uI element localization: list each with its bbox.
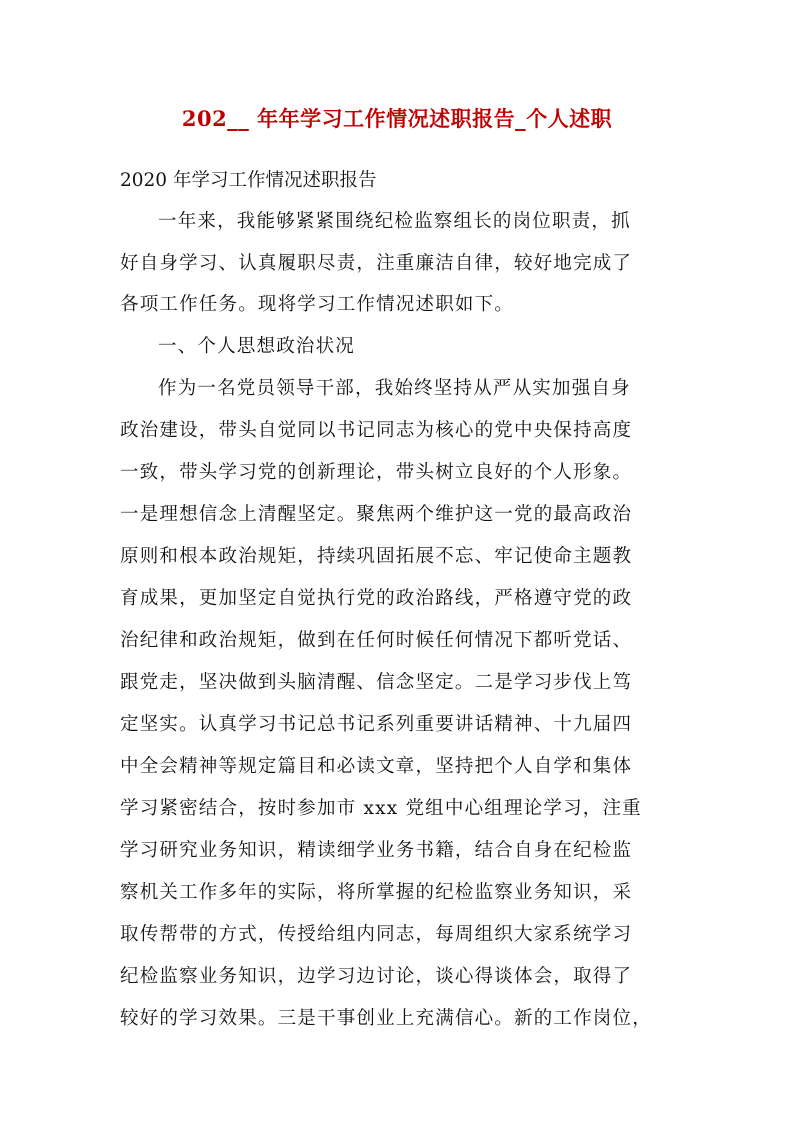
paragraph-line: 察机关工作多年的实际，将所掌握的纪检监察业务知识，采 [120, 882, 633, 903]
section-heading: 一、个人思想政治状况 [158, 336, 356, 357]
paragraph-line: 原则和根本政治规矩，持续巩固拓展不忘、牢记使命主题教 [120, 546, 633, 567]
paragraph-line: 政治建设，带头自觉同以书记同志为核心的党中央保持高度 [120, 420, 633, 441]
paragraph-line: 跟党走，坚决做到头脑清醒、信念坚定。二是学习步伐上笃 [120, 672, 633, 693]
paragraph-line: 育成果，更加坚定自觉执行党的政治路线，严格遵守党的政 [120, 588, 633, 609]
paragraph-line: 一致，带头学习党的创新理论，带头树立良好的个人形象。 [120, 462, 633, 483]
paragraph-line: 作为一名党员领导干部，我始终坚持从严从实加强自身 [158, 378, 631, 399]
paragraph-line: 定坚实。认真学习书记总书记系列重要讲话精神、十九届四 [120, 714, 633, 735]
paragraph-line: 纪检监察业务知识，边学习边讨论，谈心得谈体会，取得了 [120, 966, 633, 987]
document-title: 202__ 年年学习工作情况述职报告_个人述职 [181, 106, 613, 131]
paragraph-line: 一是理想信念上清醒坚定。聚焦两个维护这一党的最高政治 [120, 504, 633, 525]
paragraph-line: 一年来，我能够紧紧围绕纪检监察组长的岗位职责，抓 [158, 211, 631, 232]
paragraph-line: 取传帮带的方式，传授给组内同志，每周组织大家系统学习 [120, 924, 633, 945]
document-subtitle: 2020 年学习工作情况述职报告 [120, 170, 377, 191]
paragraph-line: 中全会精神等规定篇目和必读文章，坚持把个人自学和集体 [120, 756, 633, 777]
paragraph-line: 学习研究业务知识，精读细学业务书籍，结合自身在纪检监 [120, 840, 633, 861]
paragraph-line: 治纪律和政治规矩，做到在任何时候任何情况下都听党话、 [120, 630, 633, 651]
paragraph-line: 好自身学习、认真履职尽责，注重廉洁自律，较好地完成了 [120, 253, 633, 274]
paragraph-line: 学习紧密结合，按时参加市 xxx 党组中心组理论学习，注重 [120, 798, 642, 819]
paragraph-line: 各项工作任务。现将学习工作情况述职如下。 [120, 294, 515, 315]
paragraph-line: 较好的学习效果。三是干事创业上充满信心。新的工作岗位， [120, 1008, 652, 1029]
